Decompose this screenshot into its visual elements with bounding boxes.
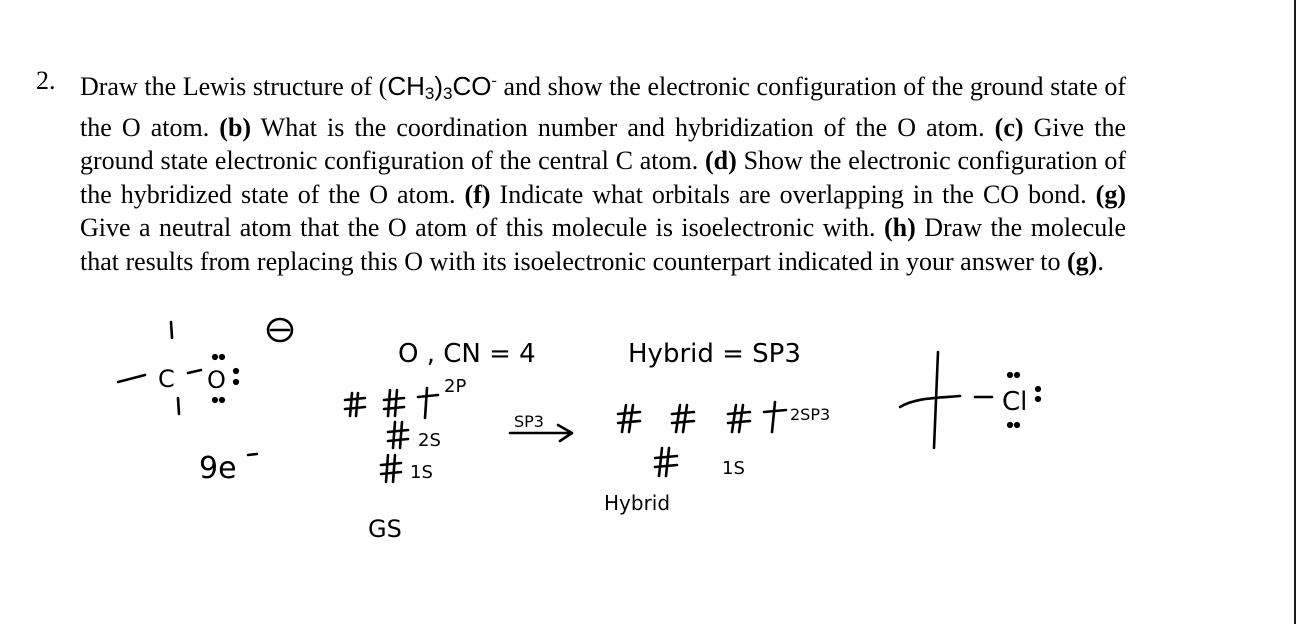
- label-hybrid: Hybrid: [604, 491, 671, 515]
- electron-count: 9e: [199, 451, 237, 486]
- chloride-structure: [900, 352, 1040, 448]
- ground-state-diagram: [345, 376, 466, 543]
- lewis-oxygen: O: [207, 366, 226, 394]
- cn-answer: O , CN = 4: [398, 339, 536, 369]
- label-2p: 2P: [444, 376, 467, 397]
- label-2s: 2S: [418, 430, 441, 451]
- label-1s-hybrid: 1S: [722, 458, 745, 479]
- question-text: Draw the Lewis structure of $(CH_3)_3CO^-$ and show the electronic configuration of the ground state of the O atom. (b) What is the coordination number and hybridization of the O atom. (c) Give the ground state electronic configuration of the central C atom. (d) Show the electronic configuration of the hybridized state of the O atom. (f) Indicate what orbitals are overlapping in the CO bond. (g) Give a neutral atom that the O atom of this molecule is isoelectronic with. (h) Draw the molecule that results from replacing this O with its isoelectronic counterpart indicated in your answer to (g).: [80, 71, 1126, 276]
- question-number: 2.: [36, 66, 56, 95]
- lewis-carbon: C: [158, 365, 175, 393]
- chlorine-symbol: Cl: [1002, 387, 1028, 417]
- label-gs: GS: [368, 515, 402, 543]
- label-2sp3: 2SP3: [790, 405, 831, 424]
- label-1s-gs: 1S: [410, 462, 433, 483]
- label-sp3-arrow: SP3: [514, 412, 544, 431]
- hybrid-answer: Hybrid = SP3: [628, 339, 801, 369]
- lewis-structure: [118, 319, 292, 414]
- hybridized-diagram: [604, 402, 830, 515]
